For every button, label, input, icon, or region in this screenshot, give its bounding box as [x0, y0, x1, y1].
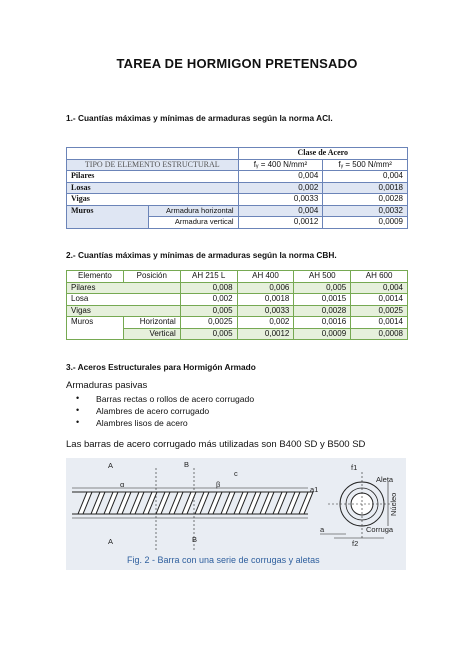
- cbh-row-label: Vigas: [67, 305, 181, 317]
- cbh-cell: 0,005: [180, 305, 237, 317]
- rib: [169, 492, 183, 514]
- aci-row-label: Pilares: [67, 171, 239, 183]
- rib: [156, 492, 170, 514]
- cbh-header: AH 500: [294, 271, 351, 283]
- rib: [299, 492, 313, 514]
- rib: [234, 492, 248, 514]
- cbh-cell: 0,0025: [180, 317, 237, 329]
- rib: [260, 492, 274, 514]
- cbh-cell: 0,0014: [351, 294, 408, 306]
- cbh-header: AH 215 L: [180, 271, 237, 283]
- document-page: TAREA DE HORMIGON PRETENSADO 1.- Cuantías máximas y mínimas de armaduras según la norma ACI. Clase de Acero TIPO DE ELEMENTO ESTRUCTURAL fᵧ = 400 N/mm² fᵧ = 500 N/mm² Pilares 0,004 0,004 Losas 0,002 0,0018 Vigas 0,0033 0,0028 Muros Armadura horizontal 0,004 0,0032 Armadura vertical 0,0012 0,0009 2.- Cuantías máximas y mínimas de armaduras según la norma CBH. Elemento Posición AH 215 L AH 400 AH 500 AH 600 Pilares 0,008 0,006 0,005 0,004 Losa 0,002 0,0018 0,0015 0,0014 Vigas 0,005 0,0033 0,0028 0,0025 Muros Horizontal 0,0025 0,002 0,0016 0,0014 Vertical 0,005 0,0012 0,0009 0,0008 3.- Aceros Estructurales para Hormigón Armado Armaduras pasivas • Barras rectas o rollos de acero corrugado • Alambres de acero corrugado • Alambres lisos de acero Las barras de acero corrugado más utilizadas son B400 SD y B500 SD A B α β c a1 A B Aleta Núcleo Corruga f1 f2 a Fig. 2 - Barra con una serie de corrugas y aletas: [0, 0, 474, 669]
- section1-heading: 1.- Cuantías máximas y mínimas de armaduras según la norma ACI.: [66, 113, 333, 123]
- passive-reinforcement-subheading: Armaduras pasivas: [66, 380, 148, 391]
- cbh-cell: 0,0008: [351, 328, 408, 340]
- rebar-figure: [66, 458, 406, 570]
- section3-heading: 3.- Aceros Estructurales para Hormigón Armado: [66, 362, 256, 372]
- rebar-diagram: [66, 458, 406, 570]
- cbh-cell: 0,008: [180, 282, 237, 294]
- aci-row-label: Losas: [67, 182, 239, 194]
- label-corruga: Corruga: [366, 525, 394, 534]
- label-a-bottom: A: [108, 537, 114, 546]
- cbh-cell: 0,002: [237, 317, 294, 329]
- cbh-cell: 0,0015: [294, 294, 351, 306]
- label-aleta: Aleta: [376, 475, 394, 484]
- cbh-cell: 0,002: [180, 294, 237, 306]
- cbh-position: Vertical: [123, 328, 180, 340]
- bullet-icon: •: [76, 417, 80, 427]
- figure-caption: Fig. 2 - Barra con una serie de corrugas y aletas: [127, 555, 320, 565]
- aci-cell: 0,004: [323, 171, 408, 183]
- cbh-header: Posición: [123, 271, 180, 283]
- rib: [91, 492, 105, 514]
- cbh-row-label: Losa: [67, 294, 181, 306]
- rib: [78, 492, 92, 514]
- cbh-cell: 0,0018: [237, 294, 294, 306]
- cbh-cell: 0,0012: [237, 328, 294, 340]
- aci-sub-label: Armadura vertical: [148, 217, 238, 229]
- label-beta: β: [216, 480, 221, 489]
- rib: [286, 492, 300, 514]
- cbh-cell: 0,0014: [351, 317, 408, 329]
- cbh-cell: 0,006: [237, 282, 294, 294]
- rib: [195, 492, 209, 514]
- label-nucleo: Núcleo: [389, 492, 398, 516]
- rib: [273, 492, 287, 514]
- cbh-header: Elemento: [67, 271, 124, 283]
- label-b-top: B: [184, 460, 190, 469]
- section2-heading: 2.- Cuantías máximas y mínimas de armaduras según la norma CBH.: [66, 250, 337, 260]
- rib: [247, 492, 261, 514]
- label-a-dim: a: [320, 525, 325, 534]
- aci-cell: 0,0033: [238, 194, 323, 206]
- cbh-row-label: Pilares: [67, 282, 181, 294]
- bullet-icon: •: [76, 405, 80, 415]
- cbh-header: AH 400: [237, 271, 294, 283]
- aci-cell: 0,0028: [323, 194, 408, 206]
- cbh-table: [66, 270, 408, 340]
- aci-table: [66, 147, 408, 229]
- rebar-paragraph: Las barras de acero corrugado más utilizadas son B400 SD y B500 SD: [66, 439, 366, 450]
- aci-element-type-header: TIPO DE ELEMENTO ESTRUCTURAL: [67, 159, 239, 171]
- cbh-row-label: Muros: [67, 317, 124, 340]
- cbh-position: Horizontal: [123, 317, 180, 329]
- cbh-cell: 0,0033: [237, 305, 294, 317]
- aci-row-label: Vigas: [67, 194, 239, 206]
- aci-cell: 0,004: [238, 205, 323, 217]
- aci-cell: 0,0018: [323, 182, 408, 194]
- rib: [130, 492, 144, 514]
- cbh-cell: 0,004: [351, 282, 408, 294]
- aci-sub-label: Armadura horizontal: [148, 205, 238, 217]
- aci-cell: 0,002: [238, 182, 323, 194]
- bullet-icon: •: [76, 393, 80, 403]
- aci-cell: 0,004: [238, 171, 323, 183]
- label-c: c: [234, 469, 238, 478]
- cbh-cell: 0,005: [294, 282, 351, 294]
- rib: [221, 492, 235, 514]
- aci-cell: 0,0012: [238, 217, 323, 229]
- aci-steel-class-header: Clase de Acero: [238, 148, 407, 160]
- cbh-cell: 0,0025: [351, 305, 408, 317]
- aci-row-label: Muros: [67, 205, 149, 228]
- corrugation-ribs: [78, 492, 313, 514]
- rib: [104, 492, 118, 514]
- aci-col-fy400: fᵧ = 400 N/mm²: [238, 159, 323, 171]
- document-title: TAREA DE HORMIGON PRETENSADO: [116, 56, 358, 71]
- cbh-cell: 0,0028: [294, 305, 351, 317]
- rib: [182, 492, 196, 514]
- label-a-top: A: [108, 461, 114, 470]
- label-alpha: α: [120, 480, 125, 489]
- rib: [117, 492, 131, 514]
- aci-header-blank: [67, 148, 239, 160]
- rib: [208, 492, 222, 514]
- aci-col-fy500: fᵧ = 500 N/mm²: [323, 159, 408, 171]
- label-f1: f1: [351, 463, 358, 472]
- cbh-cell: 0,0009: [294, 328, 351, 340]
- cbh-cell: 0,005: [180, 328, 237, 340]
- aci-cell: 0,0009: [323, 217, 408, 229]
- label-b-bottom: B: [192, 535, 198, 544]
- label-f2: f2: [352, 539, 359, 548]
- rib: [143, 492, 157, 514]
- cbh-header: AH 600: [351, 271, 408, 283]
- aci-cell: 0,0032: [323, 205, 408, 217]
- cbh-cell: 0,0016: [294, 317, 351, 329]
- label-a1: a1: [310, 485, 319, 494]
